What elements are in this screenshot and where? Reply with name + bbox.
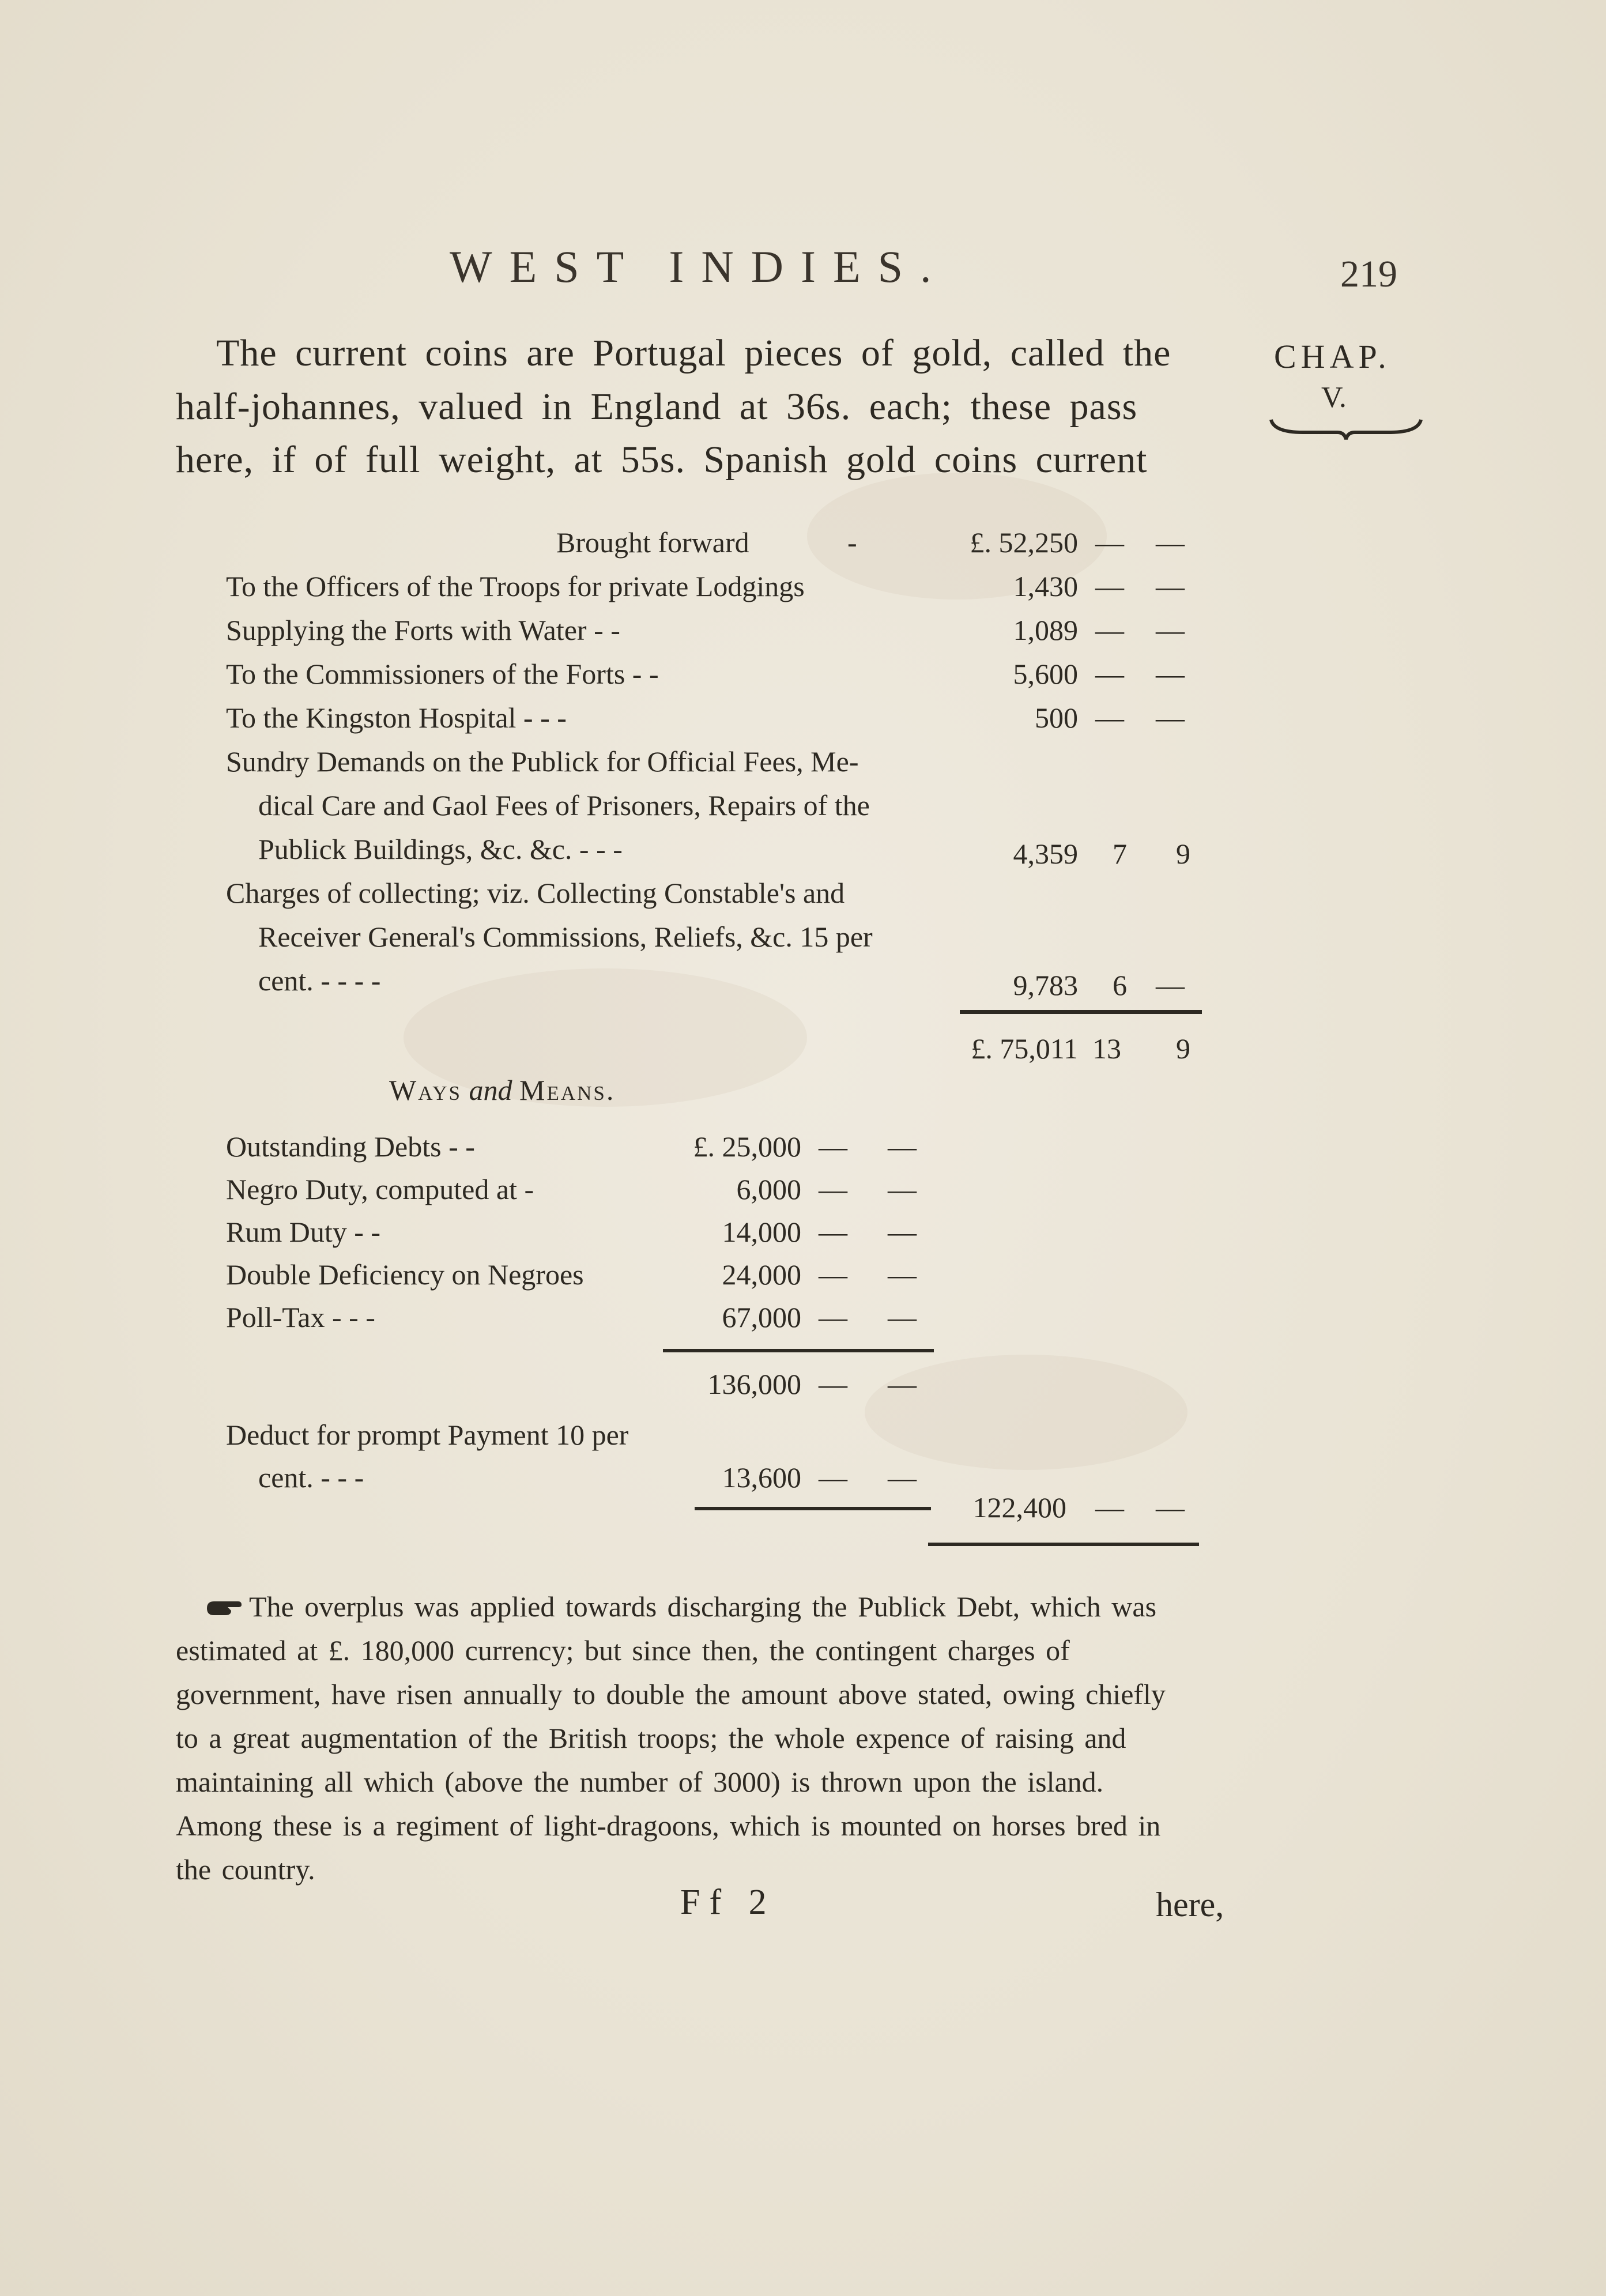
- account-item: To the Kingston Hospital - - -: [226, 702, 567, 734]
- ways-and-means-heading: [389, 1073, 615, 1107]
- ways-pounds: 14,000: [722, 1216, 801, 1248]
- heading-means: Means.: [519, 1074, 616, 1106]
- amount-pounds: 9,783: [1013, 969, 1078, 1001]
- paragraph-line: The current coins are Portugal pieces of gold, called the: [216, 332, 1171, 374]
- total-shillings: 13: [1092, 1032, 1121, 1065]
- deduct-pounds: 13,600: [722, 1461, 801, 1494]
- ways-item: Poll-Tax - - -: [226, 1301, 375, 1333]
- margin-brace-icon: [1268, 415, 1424, 444]
- account-item-continuation: Publick Buildings, &c. &c. - - -: [258, 833, 623, 865]
- amount-shillings: 7: [1113, 838, 1127, 870]
- account-item: Charges of collecting; viz. Collecting Constable's and: [226, 877, 845, 909]
- paragraph-line: half-johannes, valued in England at 36s. each; these pass: [176, 386, 1138, 428]
- amount-shillings: 6: [1113, 969, 1127, 1001]
- subtotal-pounds: 136,000: [707, 1368, 801, 1400]
- page-number: 219: [1340, 253, 1397, 295]
- subtotal-pence: —: [888, 1368, 917, 1400]
- note-line: to a great augmentation of the British troops; the whole expence of raising and: [176, 1722, 1126, 1754]
- ways-item: Rum Duty - -: [226, 1216, 381, 1248]
- net-rule: [695, 1507, 931, 1510]
- heading-ways: Ways: [389, 1074, 462, 1106]
- deduct-label: Deduct for prompt Payment 10 per: [226, 1419, 629, 1451]
- subtotal-rule: [663, 1349, 934, 1352]
- ways-pence: —: [888, 1258, 917, 1291]
- amount-pounds: 1,089: [1013, 614, 1078, 646]
- paragraph-line: here, if of full weight, at 55s. Spanish gold coins current: [176, 439, 1148, 481]
- amount-shillings: —: [1095, 570, 1124, 602]
- amount-pence: —: [1156, 570, 1185, 602]
- running-head-title: WEST INDIES.: [450, 242, 949, 292]
- ways-pounds: £. 25,000: [693, 1130, 801, 1163]
- signature-mark: Ff 2: [680, 1883, 776, 1922]
- amount-shillings: —: [1095, 614, 1124, 646]
- dash-leader: -: [847, 526, 857, 559]
- amount-pounds: 4,359: [1013, 838, 1078, 870]
- total-rule: [960, 1010, 1202, 1014]
- account-item: Supplying the Forts with Water - -: [226, 614, 620, 646]
- total-pence: 9: [1176, 1032, 1190, 1065]
- ways-pounds: 24,000: [722, 1258, 801, 1291]
- account-item-continuation: cent. - - - -: [258, 964, 381, 997]
- ways-shillings: —: [819, 1130, 847, 1163]
- ways-item: Outstanding Debts - -: [226, 1130, 475, 1163]
- note-line: estimated at £. 180,000 currency; but since then, the contingent charges of: [176, 1634, 1070, 1667]
- amount-pence: —: [1156, 614, 1185, 646]
- account-item: To the Officers of the Troops for private Lodgings: [226, 570, 805, 602]
- ways-pence: —: [888, 1173, 917, 1205]
- amount-pence: —: [1156, 526, 1185, 559]
- ways-shillings: —: [819, 1173, 847, 1205]
- amount-pounds: 5,600: [1013, 658, 1078, 690]
- account-item-continuation: dical Care and Gaol Fees of Prisoners, Repairs of the: [258, 789, 870, 821]
- margin-chapter-number: V.: [1321, 381, 1347, 414]
- ways-pounds: 6,000: [736, 1173, 801, 1205]
- note-line: government, have risen annually to double the amount above stated, owing chiefly: [176, 1678, 1166, 1710]
- deduct-label-continuation: cent. - - -: [258, 1461, 364, 1494]
- ways-pence: —: [888, 1130, 917, 1163]
- amount-shillings: —: [1095, 702, 1124, 734]
- subtotal-shillings: —: [819, 1368, 847, 1400]
- ways-pounds: 67,000: [722, 1301, 801, 1333]
- brought-forward-label: Brought forward: [556, 526, 749, 559]
- amount-pence: —: [1156, 969, 1185, 1001]
- amount-pence: 9: [1176, 838, 1190, 870]
- net-pounds: 122,400: [972, 1491, 1066, 1524]
- net-shillings: —: [1095, 1491, 1124, 1524]
- margin-chapter-label: CHAP.: [1274, 338, 1391, 375]
- net-under-rule: [928, 1543, 1199, 1546]
- deduct-shillings: —: [819, 1461, 847, 1494]
- amount-shillings: —: [1095, 658, 1124, 690]
- heading-and: and: [469, 1074, 512, 1106]
- amount-pounds: £. 52,250: [970, 526, 1078, 559]
- amount-shillings: —: [1095, 526, 1124, 559]
- note-line: The overplus was applied towards discharging the Publick Debt, which was: [249, 1590, 1157, 1623]
- ways-pence: —: [888, 1301, 917, 1333]
- total-pounds: £. 75,011: [971, 1032, 1078, 1065]
- ways-item: Negro Duty, computed at -: [226, 1173, 534, 1205]
- ways-shillings: —: [819, 1216, 847, 1248]
- manicule-icon: [205, 1596, 243, 1619]
- account-item: To the Commissioners of the Forts - -: [226, 658, 659, 690]
- ways-item: Double Deficiency on Negroes: [226, 1258, 584, 1291]
- amount-pence: —: [1156, 702, 1185, 734]
- ways-shillings: —: [819, 1258, 847, 1291]
- amount-pounds: 500: [1035, 702, 1078, 734]
- amount-pounds: 1,430: [1013, 570, 1078, 602]
- ways-shillings: —: [819, 1301, 847, 1333]
- net-pence: —: [1156, 1491, 1185, 1524]
- amount-pence: —: [1156, 658, 1185, 690]
- account-item: Sundry Demands on the Publick for Official Fees, Me-: [226, 745, 859, 778]
- deduct-pence: —: [888, 1461, 917, 1494]
- note-line: the country.: [176, 1853, 315, 1886]
- ways-pence: —: [888, 1216, 917, 1248]
- account-item-continuation: Receiver General's Commissions, Reliefs, &c. 15 per: [258, 921, 873, 953]
- note-line: Among these is a regiment of light-dragoons, which is mounted on horses bred in: [176, 1809, 1161, 1842]
- catchword: here,: [1156, 1886, 1224, 1924]
- note-line: maintaining all which (above the number of 3000) is thrown upon the island.: [176, 1766, 1104, 1798]
